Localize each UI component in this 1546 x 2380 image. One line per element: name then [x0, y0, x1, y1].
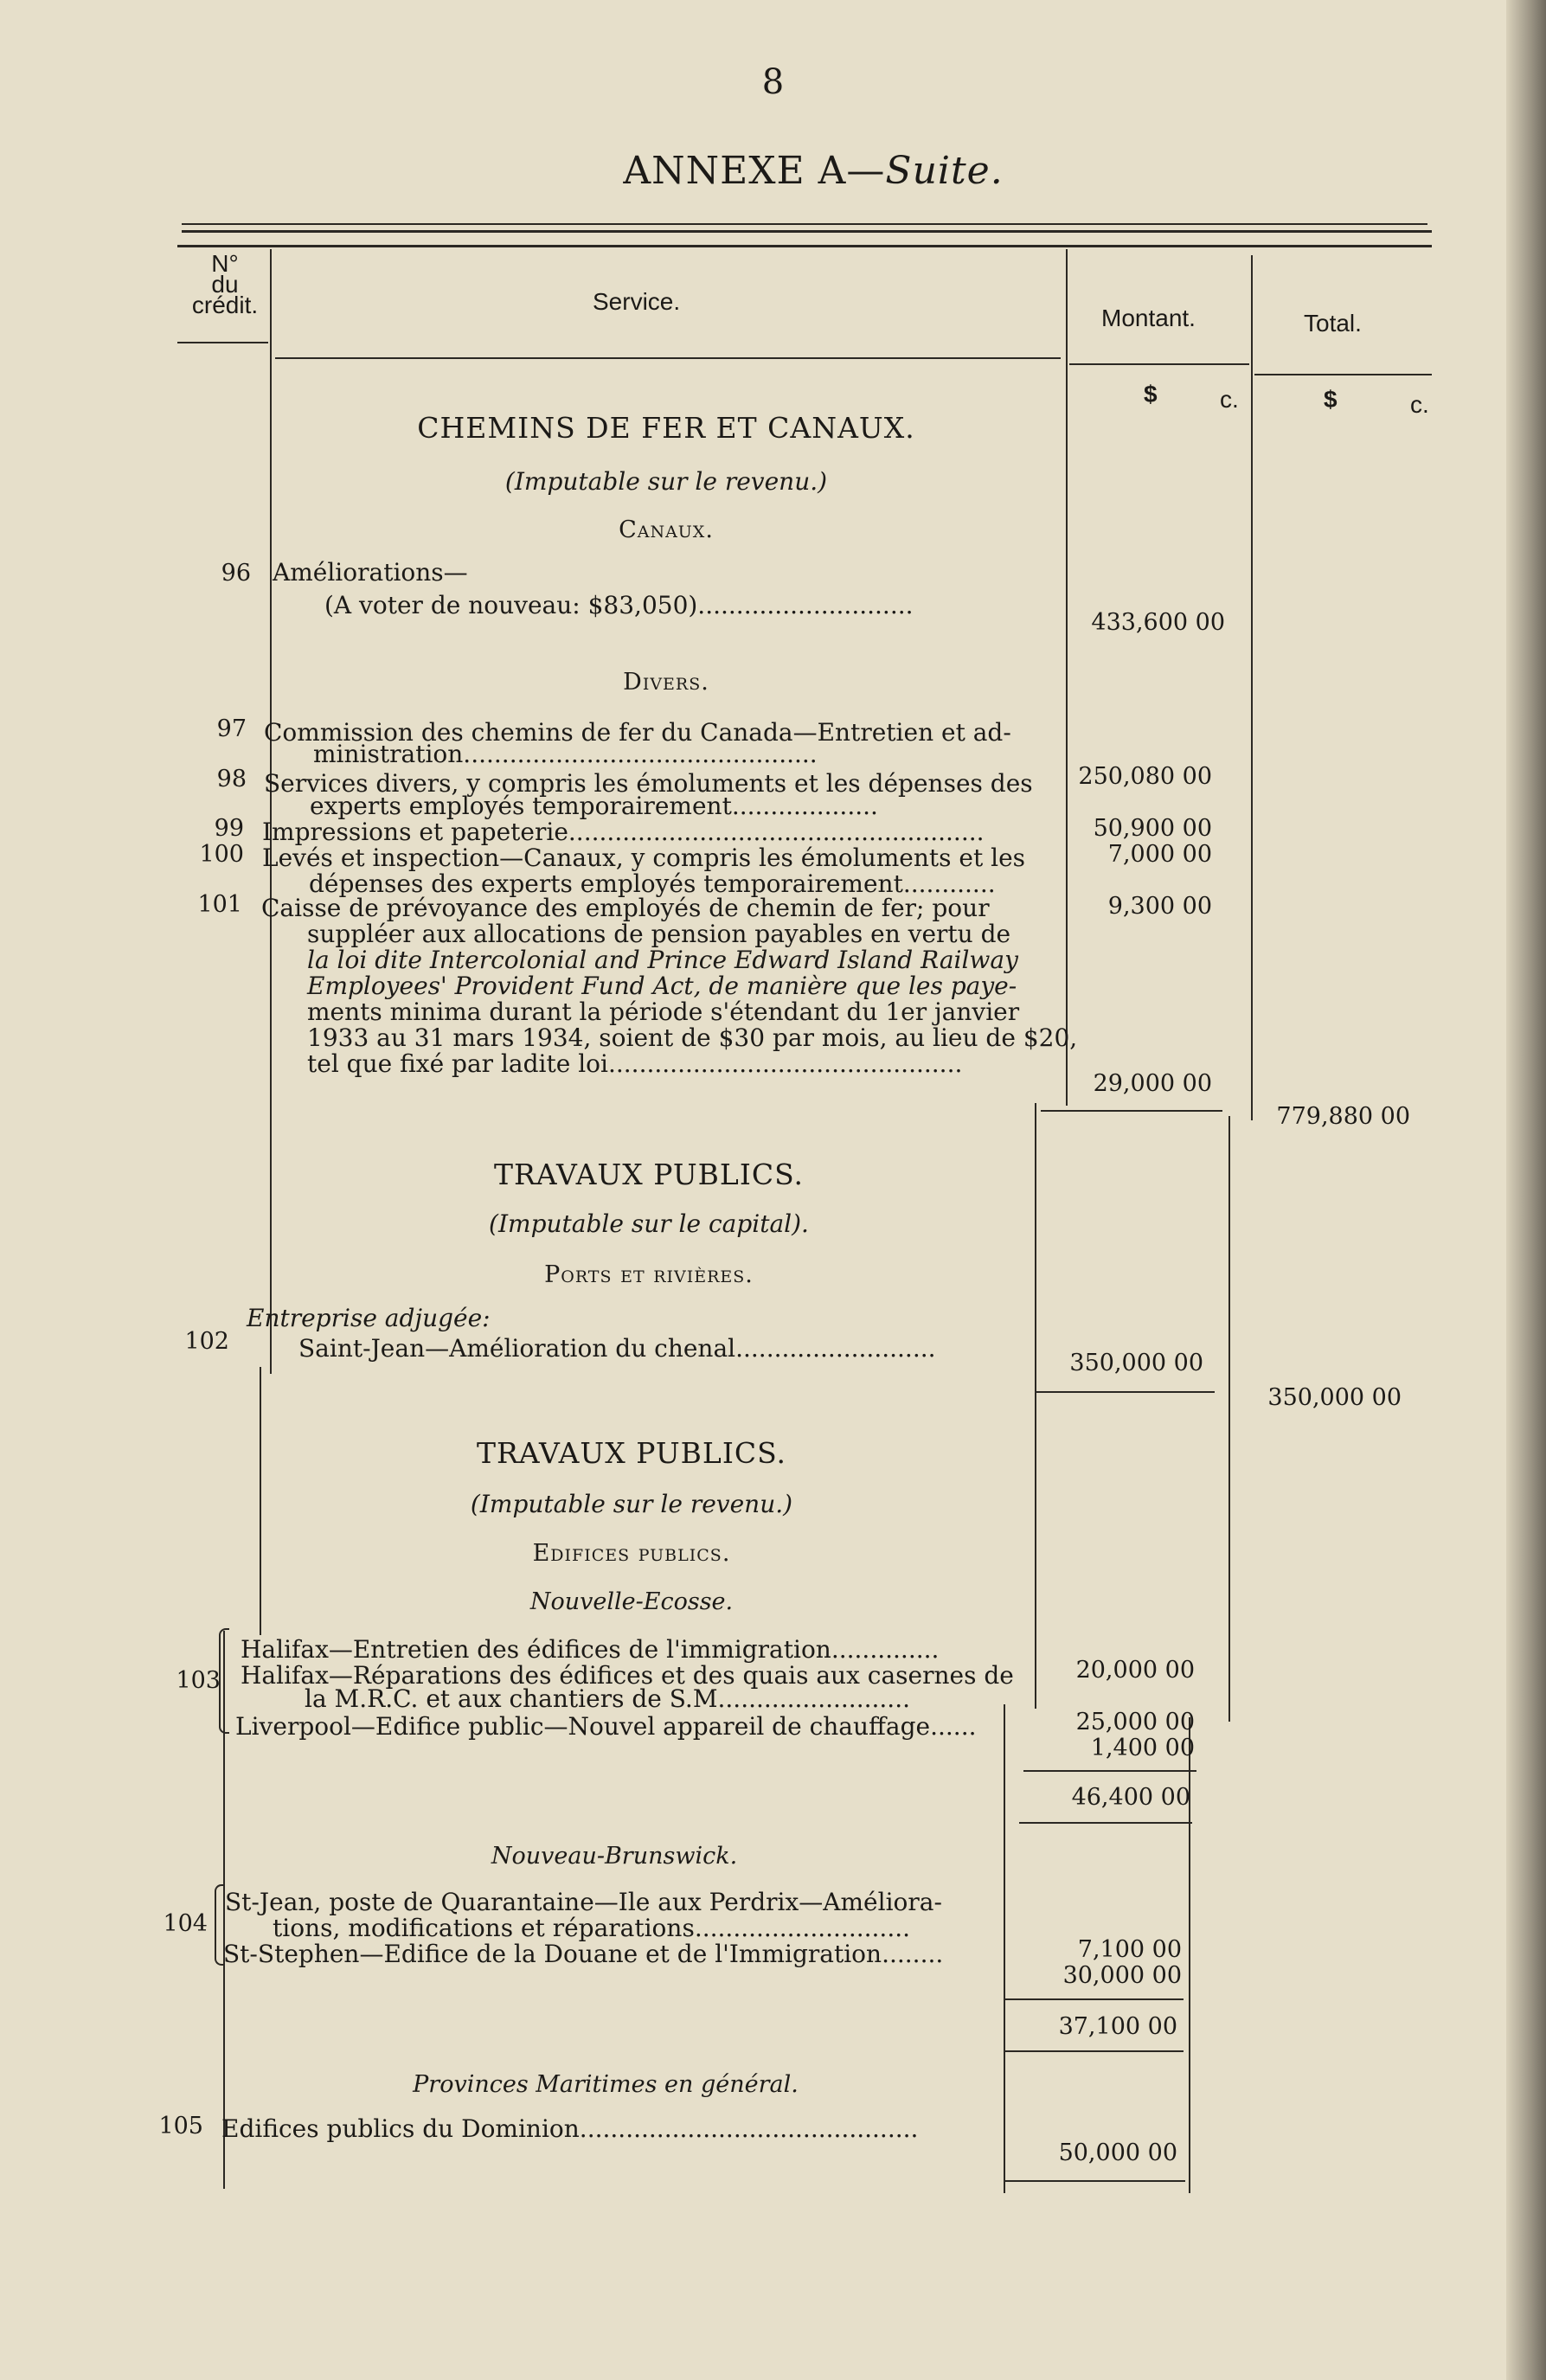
province-nouvelle-ecosse: Nouvelle-Ecosse.: [529, 1588, 734, 1615]
subtotal-rule: [1005, 1998, 1184, 2000]
montant-dollar-sign: $: [1144, 381, 1158, 407]
subheading-ports: Ports et rivières.: [544, 1261, 754, 1288]
title-main: ANNEXE A—: [623, 149, 886, 193]
item-line: la loi dite Intercolonial and Prince Edward Island Railway: [307, 946, 1018, 974]
header-montant-underline: [1069, 363, 1249, 365]
item-line: Services divers, y compris les émoluments et les dépenses des: [264, 769, 1033, 798]
credit-number: 100: [199, 841, 244, 868]
section-total: 350,000 00: [1267, 1384, 1402, 1411]
total-dollar-sign: $: [1324, 386, 1338, 413]
section-heading-travaux-revenu: TRAVAUX PUBLICS.: [476, 1436, 787, 1470]
header-total: Total.: [1304, 310, 1362, 337]
item-line: St-Stephen—Edifice de la Douane et de l'Immigration........: [223, 1940, 944, 1968]
item-amount: 7,000 00: [1107, 841, 1212, 868]
item-amount: 30,000 00: [1062, 1962, 1182, 1989]
subtotal-rule: [1023, 1770, 1196, 1772]
header-no-line1: N°: [211, 250, 239, 277]
page-title: [0, 149, 1546, 193]
header-credit-underline: [177, 342, 268, 343]
column-rule-total-mid: [1228, 1116, 1230, 1722]
item-line: Améliorations—: [273, 558, 468, 587]
header-no-line2: du: [211, 271, 239, 298]
province-maritimes: Provinces Maritimes en général.: [413, 2071, 799, 2098]
item-line: tel que fixé par ladite loi..............................................: [307, 1049, 963, 1078]
title-suffix: Suite.: [885, 149, 1004, 193]
credit-number: 105: [158, 2113, 203, 2139]
subheading-canaux: Canaux.: [619, 516, 714, 543]
item-line: experts employés temporairement...................: [310, 792, 878, 820]
item-line: Levés et inspection—Canaux, y compris les émoluments et les: [262, 844, 1026, 872]
item-amount: 25,000 00: [1075, 1709, 1195, 1735]
imputation-revenu: (Imputable sur le revenu.): [470, 1490, 793, 1518]
item-line: suppléer aux allocations de pension payables en vertu de: [307, 920, 1011, 948]
item-line: Saint-Jean—Amélioration du chenal..........................: [298, 1334, 936, 1363]
header-service: Service.: [593, 288, 681, 315]
credit-number: 101: [197, 891, 242, 918]
book-spine-shadow: [1506, 0, 1546, 2380]
subheading-edifices: Edifices publics.: [532, 1540, 731, 1567]
section-total: 779,880 00: [1276, 1103, 1410, 1130]
credit-number: 102: [184, 1328, 229, 1355]
page-number: 8: [761, 62, 785, 102]
item-line: Halifax—Réparations des édifices et des quais aux casernes de: [241, 1661, 1014, 1690]
section-heading-travaux-capital: TRAVAUX PUBLICS.: [493, 1158, 805, 1191]
credit-number: 96: [221, 560, 251, 587]
credit-number: 97: [216, 715, 247, 742]
item-subtotal: 37,100 00: [1058, 2013, 1177, 2040]
column-rule-montant-bottom: [1004, 1704, 1005, 2193]
subtotal-rule: [1005, 2050, 1184, 2052]
item-amount: 50,900 00: [1093, 815, 1212, 842]
subtotal-rule: [1035, 1391, 1215, 1393]
item-subtotal: 46,400 00: [1071, 1784, 1190, 1811]
item-amount: 7,100 00: [1077, 1936, 1182, 1963]
item-line: (A voter de nouveau: $83,050)............................: [324, 591, 914, 619]
item-amount: 433,600 00: [1091, 609, 1225, 636]
subtotal-rule: [1041, 1110, 1222, 1112]
imputation-capital: (Imputable sur le capital).: [489, 1209, 809, 1238]
item-amount: 350,000 00: [1069, 1350, 1203, 1376]
header-montant: Montant.: [1101, 305, 1196, 331]
item-amount: 250,080 00: [1078, 763, 1212, 790]
item-line: Commission des chemins de fer du Canada—Entretien et ad-: [264, 718, 1011, 747]
credit-number: 99: [214, 815, 244, 842]
item-line: Impressions et papeterie......................................................: [262, 818, 985, 846]
item-line: ments minima durant la période s'étendant du 1er janvier: [307, 998, 1020, 1026]
subtotal-rule: [1019, 1822, 1192, 1824]
top-rule: [182, 223, 1427, 225]
item-amount: 9,300 00: [1107, 893, 1212, 920]
item-amount: 20,000 00: [1075, 1657, 1195, 1684]
item-line: Employees' Provident Fund Act, de manière que les paye-: [307, 972, 1017, 1000]
item-line: ministration..............................................: [313, 740, 818, 768]
column-rule-montant-top: [1066, 249, 1068, 1106]
header-total-underline: [1254, 374, 1432, 375]
montant-cents-label: c.: [1220, 386, 1239, 413]
header-no-line3: crédit.: [191, 292, 259, 318]
item-amount: 29,000 00: [1093, 1070, 1212, 1097]
credit-number: 98: [216, 766, 247, 792]
item-line: Caisse de prévoyance des employés de chemin de fer; pour: [261, 894, 990, 922]
subheading-divers: Divers.: [623, 669, 709, 696]
header-service-underline: [275, 357, 1061, 359]
item-amount: 1,400 00: [1090, 1735, 1195, 1761]
section-heading-chemins: CHEMINS DE FER ET CANAUX.: [417, 411, 915, 445]
column-rule-credit-top: [270, 249, 272, 1374]
item-line: Halifax—Entretien des édifices de l'immigration..............: [241, 1635, 940, 1664]
item-line: Edifices publics du Dominion............................................: [221, 2114, 919, 2143]
item-lead: Entreprise adjugée:: [247, 1304, 491, 1332]
item-line: dépenses des experts employés temporairement............: [309, 869, 996, 898]
table-top-rule: [177, 245, 1432, 247]
credit-number: 104: [163, 1910, 208, 1937]
top-rule-double: [182, 230, 1432, 233]
item-line: Liverpool—Edifice public—Nouvel appareil de chauffage......: [235, 1712, 977, 1741]
column-rule-total-top: [1251, 255, 1253, 1120]
header-credit-number: [177, 251, 273, 318]
item-line: tions, modifications et réparations............................: [273, 1914, 911, 1942]
credit-number: 103: [176, 1667, 221, 1694]
imputation-chemins: (Imputable sur le revenu.): [504, 467, 828, 496]
bottom-rule: [1004, 2180, 1185, 2182]
total-cents-label: c.: [1410, 391, 1429, 418]
item-line: St-Jean, poste de Quarantaine—Ile aux Perdrix—Améliora-: [225, 1888, 942, 1916]
column-rule-montant-mid: [1035, 1103, 1036, 1709]
province-nouveau-brunswick: Nouveau-Brunswick.: [491, 1843, 738, 1870]
item-amount: 50,000 00: [1058, 2139, 1177, 2166]
item-line: 1933 au 31 mars 1934, soient de $30 par mois, au lieu de $20,: [307, 1023, 1078, 1052]
item-line: la M.R.C. et aux chantiers de S.M.........................: [305, 1684, 910, 1713]
